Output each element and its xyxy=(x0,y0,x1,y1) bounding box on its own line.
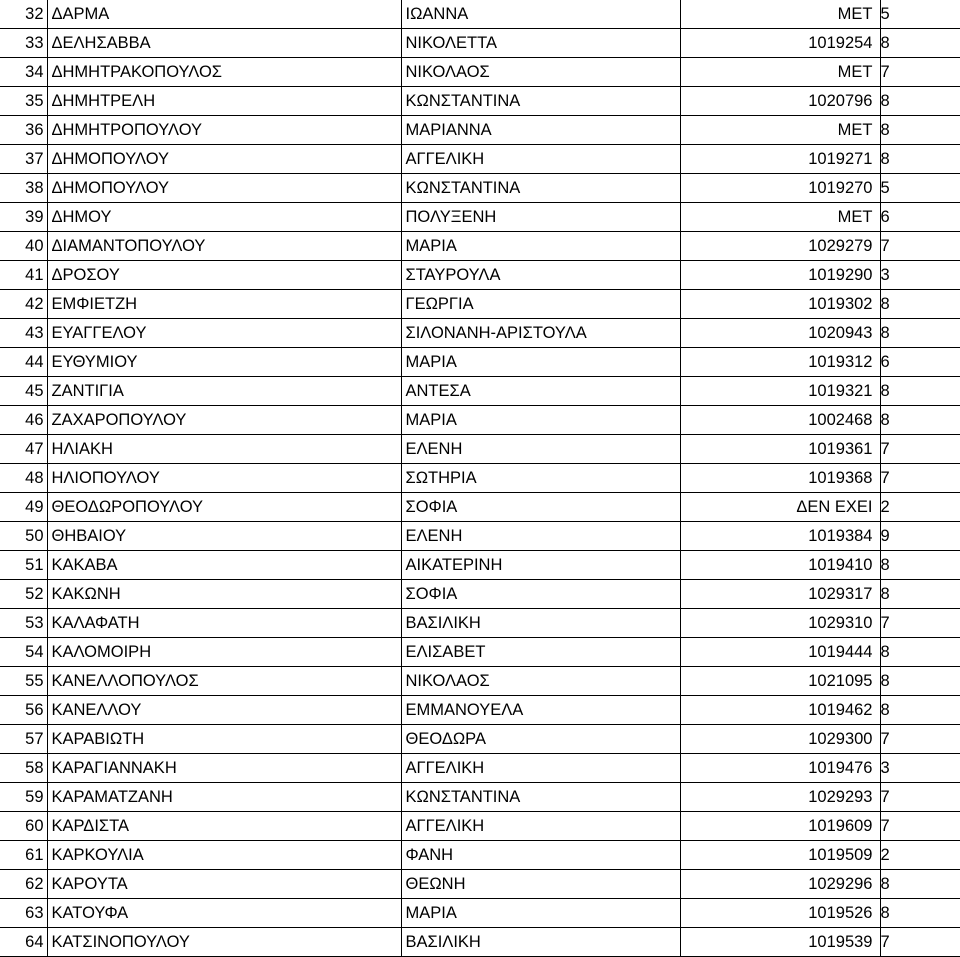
table-row xyxy=(0,522,960,551)
row-number: 50 xyxy=(0,522,47,551)
surname-cell: ΚΑΝΕΛΛΟΥ xyxy=(47,696,401,725)
registration-code-cell: 1019509 xyxy=(680,841,880,870)
first-name-cell: ΚΩΝΣΤΑΝΤΙΝΑ xyxy=(401,783,680,812)
row-number: 38 xyxy=(0,174,47,203)
first-name-cell: ΣΟΦΙΑ xyxy=(401,580,680,609)
first-name-cell: ΙΩΑΝΝΑ xyxy=(401,0,680,29)
grade-cell: 6 xyxy=(880,348,960,377)
grade-cell: 8 xyxy=(880,116,960,145)
first-name-cell: ΘΕΟΔΩΡΑ xyxy=(401,725,680,754)
first-name-cell: ΜΑΡΙΑΝΝΑ xyxy=(401,116,680,145)
registration-code-cell: 1020943 xyxy=(680,319,880,348)
first-name-cell: ΜΑΡΙΑ xyxy=(401,232,680,261)
row-number: 54 xyxy=(0,638,47,667)
grade-cell: 8 xyxy=(880,899,960,928)
row-number: 60 xyxy=(0,812,47,841)
registration-code-cell: 1019302 xyxy=(680,290,880,319)
surname-cell: ΕΥΘΥΜΙΟΥ xyxy=(47,348,401,377)
grade-cell: 7 xyxy=(880,928,960,957)
registration-code-cell: 1002468 xyxy=(680,406,880,435)
surname-cell: ΚΑΚΩΝΗ xyxy=(47,580,401,609)
surname-cell: ΕΜΦΙΕΤΖΗ xyxy=(47,290,401,319)
surname-cell: ΔΗΜΗΤΡΟΠΟΥΛΟΥ xyxy=(47,116,401,145)
first-name-cell: ΚΩΝΣΤΑΝΤΙΝΑ xyxy=(401,174,680,203)
grade-cell: 8 xyxy=(880,870,960,899)
first-name-cell: ΜΑΡΙΑ xyxy=(401,348,680,377)
grade-cell: 7 xyxy=(880,435,960,464)
surname-cell: ΚΑΡΔΙΣΤΑ xyxy=(47,812,401,841)
first-name-cell: ΣΩΤΗΡΙΑ xyxy=(401,464,680,493)
surname-cell: ΚΑΡΚΟΥΛΙΑ xyxy=(47,841,401,870)
row-number: 32 xyxy=(0,0,47,29)
grade-cell: 7 xyxy=(880,609,960,638)
table-row xyxy=(0,696,960,725)
surname-cell: ΚΑΡΑΒΙΩΤΗ xyxy=(47,725,401,754)
surname-cell: ΘΕΟΔΩΡΟΠΟΥΛΟΥ xyxy=(47,493,401,522)
grade-cell: 8 xyxy=(880,580,960,609)
table-row xyxy=(0,116,960,145)
table-row xyxy=(0,174,960,203)
grade-cell: 7 xyxy=(880,783,960,812)
first-name-cell: ΝΙΚΟΛΕΤΤΑ xyxy=(401,29,680,58)
grade-cell: 8 xyxy=(880,667,960,696)
table-row xyxy=(0,377,960,406)
registration-code-cell: 1019290 xyxy=(680,261,880,290)
table-row xyxy=(0,348,960,377)
row-number: 59 xyxy=(0,783,47,812)
first-name-cell: ΑΙΚΑΤΕΡΙΝΗ xyxy=(401,551,680,580)
row-number: 61 xyxy=(0,841,47,870)
surname-cell: ΔΗΜΟΥ xyxy=(47,203,401,232)
row-number: 41 xyxy=(0,261,47,290)
first-name-cell: ΑΓΓΕΛΙΚΗ xyxy=(401,754,680,783)
row-number: 47 xyxy=(0,435,47,464)
table-row xyxy=(0,609,960,638)
table-row xyxy=(0,29,960,58)
grade-cell: 8 xyxy=(880,377,960,406)
table-row xyxy=(0,406,960,435)
row-number: 56 xyxy=(0,696,47,725)
row-number: 36 xyxy=(0,116,47,145)
registration-code-cell: ΔΕΝ ΕΧΕΙ xyxy=(680,493,880,522)
table-row xyxy=(0,638,960,667)
row-number: 55 xyxy=(0,667,47,696)
first-name-cell: ΒΑΣΙΛΙΚΗ xyxy=(401,609,680,638)
grade-cell: 5 xyxy=(880,0,960,29)
surname-cell: ΚΑΤΣΙΝΟΠΟΥΛΟΥ xyxy=(47,928,401,957)
row-number: 33 xyxy=(0,29,47,58)
table-row xyxy=(0,580,960,609)
first-name-cell: ΠΟΛΥΞΕΝΗ xyxy=(401,203,680,232)
registration-code-cell: 1029279 xyxy=(680,232,880,261)
grade-cell: 8 xyxy=(880,406,960,435)
surname-cell: ΗΛΙΑΚΗ xyxy=(47,435,401,464)
first-name-cell: ΑΓΓΕΛΙΚΗ xyxy=(401,145,680,174)
surname-cell: ΚΑΛΑΦΑΤΗ xyxy=(47,609,401,638)
surname-cell: ΔΑΡΜΑ xyxy=(47,0,401,29)
first-name-cell: ΜΑΡΙΑ xyxy=(401,406,680,435)
table-row xyxy=(0,899,960,928)
table-row xyxy=(0,0,960,29)
grade-cell: 2 xyxy=(880,493,960,522)
registration-code-cell: ΜΕΤ xyxy=(680,203,880,232)
registration-code-cell: 1019410 xyxy=(680,551,880,580)
table-row xyxy=(0,841,960,870)
table-row xyxy=(0,261,960,290)
first-name-cell: ΕΛΕΝΗ xyxy=(401,435,680,464)
first-name-cell: ΕΛΕΝΗ xyxy=(401,522,680,551)
registration-code-cell: 1019271 xyxy=(680,145,880,174)
first-name-cell: ΑΓΓΕΛΙΚΗ xyxy=(401,812,680,841)
table-row xyxy=(0,493,960,522)
registration-code-cell: 1021095 xyxy=(680,667,880,696)
surname-cell: ΔΕΛΗΣΑΒΒΑ xyxy=(47,29,401,58)
registration-code-cell: 1029300 xyxy=(680,725,880,754)
first-name-cell: ΜΑΡΙΑ xyxy=(401,899,680,928)
registration-code-cell: ΜΕΤ xyxy=(680,0,880,29)
first-name-cell: ΑΝΤΕΣΑ xyxy=(401,377,680,406)
grade-cell: 8 xyxy=(880,87,960,116)
surname-cell: ΖΑΝΤΙΓΙΑ xyxy=(47,377,401,406)
registration-code-cell: ΜΕΤ xyxy=(680,116,880,145)
row-number: 57 xyxy=(0,725,47,754)
surname-cell: ΘΗΒΑΙΟΥ xyxy=(47,522,401,551)
table-row xyxy=(0,203,960,232)
row-number: 52 xyxy=(0,580,47,609)
first-name-cell: ΒΑΣΙΛΙΚΗ xyxy=(401,928,680,957)
registration-code-cell: 1019526 xyxy=(680,899,880,928)
table-row xyxy=(0,87,960,116)
row-number: 45 xyxy=(0,377,47,406)
row-number: 43 xyxy=(0,319,47,348)
surname-cell: ΔΗΜΗΤΡΑΚΟΠΟΥΛΟΣ xyxy=(47,58,401,87)
registration-code-cell: 1019476 xyxy=(680,754,880,783)
grade-cell: 8 xyxy=(880,29,960,58)
row-number: 63 xyxy=(0,899,47,928)
surname-cell: ΚΑΡΟΥΤΑ xyxy=(47,870,401,899)
row-number: 53 xyxy=(0,609,47,638)
surname-cell: ΕΥΑΓΓΕΛΟΥ xyxy=(47,319,401,348)
surname-cell: ΖΑΧΑΡΟΠΟΥΛΟΥ xyxy=(47,406,401,435)
surname-cell: ΔΗΜΟΠΟΥΛΟΥ xyxy=(47,145,401,174)
grade-cell: 8 xyxy=(880,319,960,348)
registration-code-cell: 1029296 xyxy=(680,870,880,899)
row-number: 49 xyxy=(0,493,47,522)
registration-code-cell: 1019368 xyxy=(680,464,880,493)
grade-cell: 8 xyxy=(880,290,960,319)
surname-cell: ΚΑΛΟΜΟΙΡΗ xyxy=(47,638,401,667)
registration-code-cell: 1019254 xyxy=(680,29,880,58)
table-row xyxy=(0,754,960,783)
registration-code-cell: 1029293 xyxy=(680,783,880,812)
first-name-cell: ΣΟΦΙΑ xyxy=(401,493,680,522)
table-row xyxy=(0,725,960,754)
table-row xyxy=(0,319,960,348)
grade-cell: 8 xyxy=(880,145,960,174)
table-row xyxy=(0,667,960,696)
registration-code-cell: ΜΕΤ xyxy=(680,58,880,87)
row-number: 42 xyxy=(0,290,47,319)
grade-cell: 8 xyxy=(880,551,960,580)
surname-cell: ΔΗΜΗΤΡΕΛΗ xyxy=(47,87,401,116)
first-name-cell: ΣΤΑΥΡΟΥΛΑ xyxy=(401,261,680,290)
grade-cell: 6 xyxy=(880,203,960,232)
surname-cell: ΚΑΚΑΒΑ xyxy=(47,551,401,580)
row-number: 46 xyxy=(0,406,47,435)
row-number: 62 xyxy=(0,870,47,899)
registration-code-cell: 1019444 xyxy=(680,638,880,667)
registration-code-cell: 1019270 xyxy=(680,174,880,203)
grade-cell: 8 xyxy=(880,696,960,725)
row-number: 64 xyxy=(0,928,47,957)
table-row xyxy=(0,551,960,580)
row-number: 51 xyxy=(0,551,47,580)
row-number: 39 xyxy=(0,203,47,232)
first-name-cell: ΦΑΝΗ xyxy=(401,841,680,870)
grade-cell: 3 xyxy=(880,754,960,783)
first-name-cell: ΕΛΙΣΑΒΕΤ xyxy=(401,638,680,667)
table-row xyxy=(0,812,960,841)
table-row xyxy=(0,783,960,812)
table-row xyxy=(0,435,960,464)
registration-code-cell: 1019539 xyxy=(680,928,880,957)
first-name-cell: ΚΩΝΣΤΑΝΤΙΝΑ xyxy=(401,87,680,116)
first-name-cell: ΓΕΩΡΓΙΑ xyxy=(401,290,680,319)
registration-code-cell: 1019462 xyxy=(680,696,880,725)
grade-cell: 7 xyxy=(880,725,960,754)
first-name-cell: ΣΙΛΟΝΑΝΗ-ΑΡΙΣΤΟΥΛΑ xyxy=(401,319,680,348)
registration-code-cell: 1019609 xyxy=(680,812,880,841)
registration-code-cell: 1019321 xyxy=(680,377,880,406)
table-row xyxy=(0,58,960,87)
row-number: 35 xyxy=(0,87,47,116)
grade-cell: 7 xyxy=(880,464,960,493)
row-number: 58 xyxy=(0,754,47,783)
registration-code-cell: 1019312 xyxy=(680,348,880,377)
first-name-cell: ΝΙΚΟΛΑΟΣ xyxy=(401,58,680,87)
row-number: 48 xyxy=(0,464,47,493)
surname-cell: ΔΗΜΟΠΟΥΛΟΥ xyxy=(47,174,401,203)
table-row xyxy=(0,290,960,319)
surname-cell: ΔΙΑΜΑΝΤΟΠΟΥΛΟΥ xyxy=(47,232,401,261)
grade-cell: 2 xyxy=(880,841,960,870)
table-row xyxy=(0,870,960,899)
first-name-cell: ΝΙΚΟΛΑΟΣ xyxy=(401,667,680,696)
table-row xyxy=(0,145,960,174)
grade-cell: 7 xyxy=(880,232,960,261)
surname-cell: ΗΛΙΟΠΟΥΛΟΥ xyxy=(47,464,401,493)
grade-cell: 7 xyxy=(880,58,960,87)
grade-cell: 5 xyxy=(880,174,960,203)
registration-code-cell: 1029310 xyxy=(680,609,880,638)
first-name-cell: ΕΜΜΑΝΟΥΕΛΑ xyxy=(401,696,680,725)
grade-cell: 9 xyxy=(880,522,960,551)
grade-cell: 3 xyxy=(880,261,960,290)
first-name-cell: ΘΕΩΝΗ xyxy=(401,870,680,899)
surname-cell: ΚΑΡΑΓΙΑΝΝΑΚΗ xyxy=(47,754,401,783)
surname-cell: ΚΑΤΟΥΦΑ xyxy=(47,899,401,928)
surname-cell: ΚΑΝΕΛΛΟΠΟΥΛΟΣ xyxy=(47,667,401,696)
grade-cell: 7 xyxy=(880,812,960,841)
grade-cell: 8 xyxy=(880,638,960,667)
surname-cell: ΔΡΟΣΟΥ xyxy=(47,261,401,290)
registration-code-cell: 1019361 xyxy=(680,435,880,464)
row-number: 34 xyxy=(0,58,47,87)
registration-code-cell: 1029317 xyxy=(680,580,880,609)
table-row xyxy=(0,464,960,493)
table-row xyxy=(0,232,960,261)
table-row xyxy=(0,928,960,957)
surname-cell: ΚΑΡΑΜΑΤΖΑΝΗ xyxy=(47,783,401,812)
registration-code-cell: 1019384 xyxy=(680,522,880,551)
row-number: 44 xyxy=(0,348,47,377)
row-number: 40 xyxy=(0,232,47,261)
registration-code-cell: 1020796 xyxy=(680,87,880,116)
row-number: 37 xyxy=(0,145,47,174)
